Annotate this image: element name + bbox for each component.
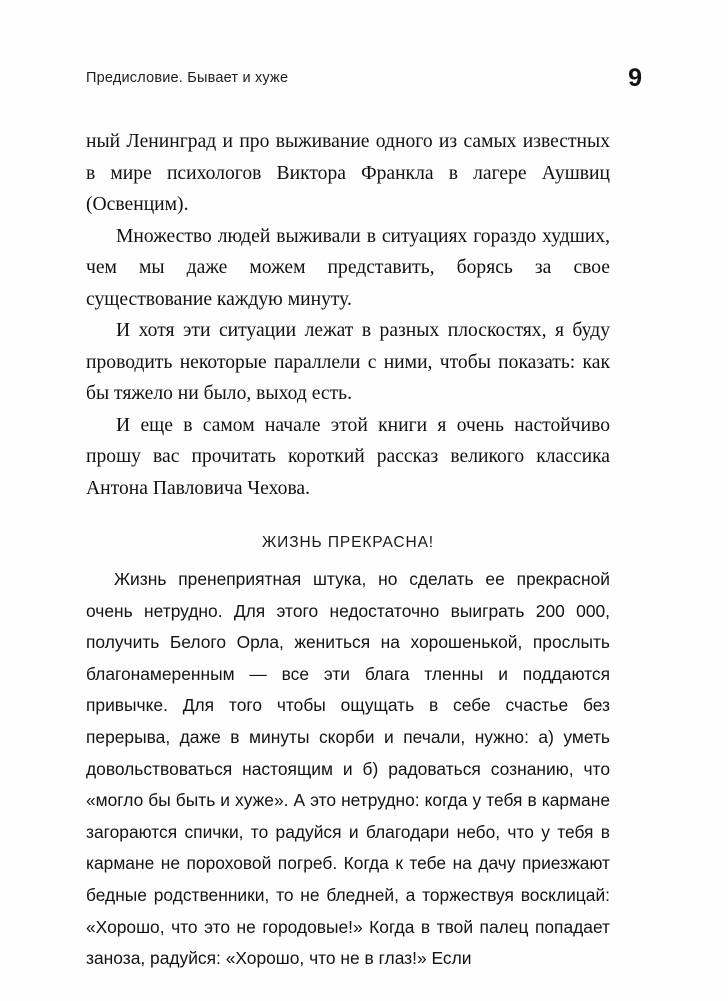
section-heading: ЖИЗНЬ ПРЕКРАСНА!	[261, 534, 435, 551]
running-head: Предисловие. Бывает и хуже	[86, 70, 289, 86]
paragraph: ный Ленинград и про выживание одного из самых известных в мире психологов Виктора Франкла в лагере Аушвиц (Освенцим).	[86, 131, 610, 215]
paragraph: И хотя эти ситуации лежат в разных плоскостях, я буду проводить некоторые параллели с ними, чтобы показать: как бы тяжело ни было, выход есть.	[86, 320, 610, 404]
page-number: 9	[628, 64, 642, 92]
page-body	[86, 126, 610, 975]
intro-text-block	[86, 126, 610, 504]
paragraph: И еще в самом начале этой книги я очень настойчиво прошу вас прочитать короткий рассказ великого классика Антона Павловича Чехова.	[86, 414, 610, 499]
paragraph: Множество людей выживали в ситуациях гораздо худших, чем мы даже можем представить, борясь за свое существование каждую минуту.	[86, 225, 610, 310]
page-header	[86, 62, 642, 92]
story-text-block	[86, 564, 610, 975]
paragraph: Жизнь пренеприятная штука, но сделать ее прекрасной очень нетрудно. Для этого недостаточно выиграть 200 000, получить Белого Орла, жениться на хорошенькой, прослыть благонамеренным — все эти блага тленны и поддаются привычке. Для того чтобы ощущать в себе счастье без перерыва, даже в минуты скорби и печали, нужно: а) уметь довольствоваться настоящим и б) радоваться сознанию, что «могло бы быть и хуже». А это нетрудно: когда у тебя в кармане загораются спички, то радуйся и благодари небо, что у тебя в кармане не пороховой погреб. Когда к тебе на дачу приезжают бедные родственники, то не бледней, а торжествуя восклицай: «Хорошо, что это не городовые!» Когда в твой палец попадает заноза, радуйся: «Хорошо, что не в глаз!» Если	[86, 569, 610, 969]
